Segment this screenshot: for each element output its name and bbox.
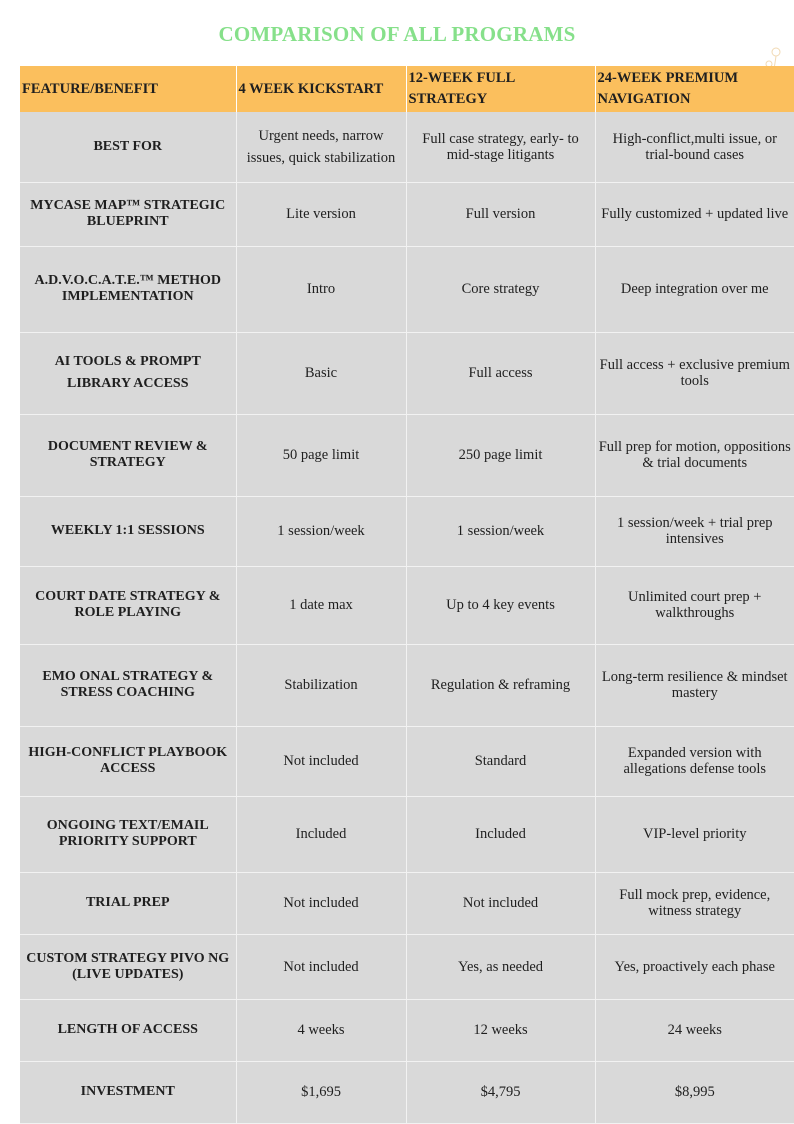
kickstart-cell: Lite version	[236, 182, 406, 246]
feature-cell: HIGH-CONFLICT PLAYBOOK ACCESS	[20, 726, 236, 796]
full-strategy-cell: Included	[406, 796, 595, 872]
full-strategy-cell: Up to 4 key events	[406, 566, 595, 644]
feature-cell: LENGTH OF ACCESS	[20, 999, 236, 1061]
table-row	[20, 796, 794, 872]
premium-cell: Yes, proactively each phase	[595, 934, 794, 999]
feature-cell: AI TOOLS & PROMPT LIBRARY ACCESS	[20, 332, 236, 414]
premium-cell: Deep integration over me	[595, 246, 794, 332]
table-row	[20, 1061, 794, 1123]
feature-cell: A.D.V.O.C.A.T.E.™ METHOD IMPLEMENTATION	[20, 246, 236, 332]
table-row	[20, 644, 794, 726]
header-kickstart: 4 WEEK KICKSTART	[236, 66, 406, 112]
feature-cell: MYCASE MAP™ STRATEGIC BLUEPRINT	[20, 182, 236, 246]
kickstart-cell: $1,695	[236, 1061, 406, 1123]
table-row	[20, 566, 794, 644]
premium-cell: Long-term resilience & mindset mastery	[595, 644, 794, 726]
full-strategy-cell: Full case strategy, early- to mid-stage litigants	[406, 112, 595, 182]
feature-cell: BEST FOR	[20, 112, 236, 182]
table-row	[20, 872, 794, 934]
premium-cell: Unlimited court prep + walkthroughs	[595, 566, 794, 644]
table-row	[20, 726, 794, 796]
kickstart-cell: 50 page limit	[236, 414, 406, 496]
kickstart-cell: Included	[236, 796, 406, 872]
feature-cell: ONGOING TEXT/EMAIL PRIORITY SUPPORT	[20, 796, 236, 872]
table-row	[20, 112, 794, 182]
premium-cell: Full prep for motion, oppositions & trial documents	[595, 414, 794, 496]
full-strategy-cell: Yes, as needed	[406, 934, 595, 999]
premium-cell: Full mock prep, evidence, witness strategy	[595, 872, 794, 934]
full-strategy-cell: Standard	[406, 726, 595, 796]
header-full-strategy: 12-WEEK FULL STRATEGY	[406, 66, 595, 112]
full-strategy-cell: Full access	[406, 332, 595, 414]
feature-cell: INVESTMENT	[20, 1061, 236, 1123]
feature-cell: DOCUMENT REVIEW & STRATEGY	[20, 414, 236, 496]
full-strategy-cell: 1 session/week	[406, 496, 595, 566]
kickstart-cell: Basic	[236, 332, 406, 414]
kickstart-cell: Urgent needs, narrow issues, quick stabilization	[236, 112, 406, 182]
premium-cell: 24 weeks	[595, 999, 794, 1061]
table-row	[20, 246, 794, 332]
kickstart-cell: 4 weeks	[236, 999, 406, 1061]
kickstart-cell: Stabilization	[236, 644, 406, 726]
kickstart-cell: Not included	[236, 872, 406, 934]
kickstart-cell: 1 date max	[236, 566, 406, 644]
table-row	[20, 496, 794, 566]
table-row	[20, 414, 794, 496]
kickstart-cell: 1 session/week	[236, 496, 406, 566]
header-row	[20, 66, 794, 112]
table-row	[20, 182, 794, 246]
comparison-table	[20, 66, 794, 1124]
header-premium-navigation: 24-WEEK PREMIUM NAVIGATION	[595, 66, 794, 112]
feature-cell: CUSTOM STRATEGY PIVO NG (LIVE UPDATES)	[20, 934, 236, 999]
full-strategy-cell: Core strategy	[406, 246, 595, 332]
feature-cell: EMO ONAL STRATEGY & STRESS COACHING	[20, 644, 236, 726]
premium-cell: VIP-level priority	[595, 796, 794, 872]
premium-cell: Fully customized + updated live	[595, 182, 794, 246]
premium-cell: Expanded version with allegations defense tools	[595, 726, 794, 796]
feature-cell: WEEKLY 1:1 SESSIONS	[20, 496, 236, 566]
premium-cell: 1 session/week + trial prep intensives	[595, 496, 794, 566]
full-strategy-cell: $4,795	[406, 1061, 595, 1123]
kickstart-cell: Intro	[236, 246, 406, 332]
feature-cell: TRIAL PREP	[20, 872, 236, 934]
full-strategy-cell: 12 weeks	[406, 999, 595, 1061]
feature-cell: COURT DATE STRATEGY & ROLE PLAYING	[20, 566, 236, 644]
premium-cell: High-conflict,multi issue, or trial-bound cases	[595, 112, 794, 182]
full-strategy-cell: Regulation & reframing	[406, 644, 595, 726]
table-row	[20, 934, 794, 999]
full-strategy-cell: 250 page limit	[406, 414, 595, 496]
premium-cell: Full access + exclusive premium tools	[595, 332, 794, 414]
kickstart-cell: Not included	[236, 726, 406, 796]
page-title: COMPARISON OF ALL PROGRAMS	[218, 22, 576, 46]
header-feature: FEATURE/BENEFIT	[20, 66, 236, 112]
full-strategy-cell: Not included	[406, 872, 595, 934]
kickstart-cell: Not included	[236, 934, 406, 999]
table-row	[20, 332, 794, 414]
premium-cell: $8,995	[595, 1061, 794, 1123]
table-row	[20, 999, 794, 1061]
full-strategy-cell: Full version	[406, 182, 595, 246]
